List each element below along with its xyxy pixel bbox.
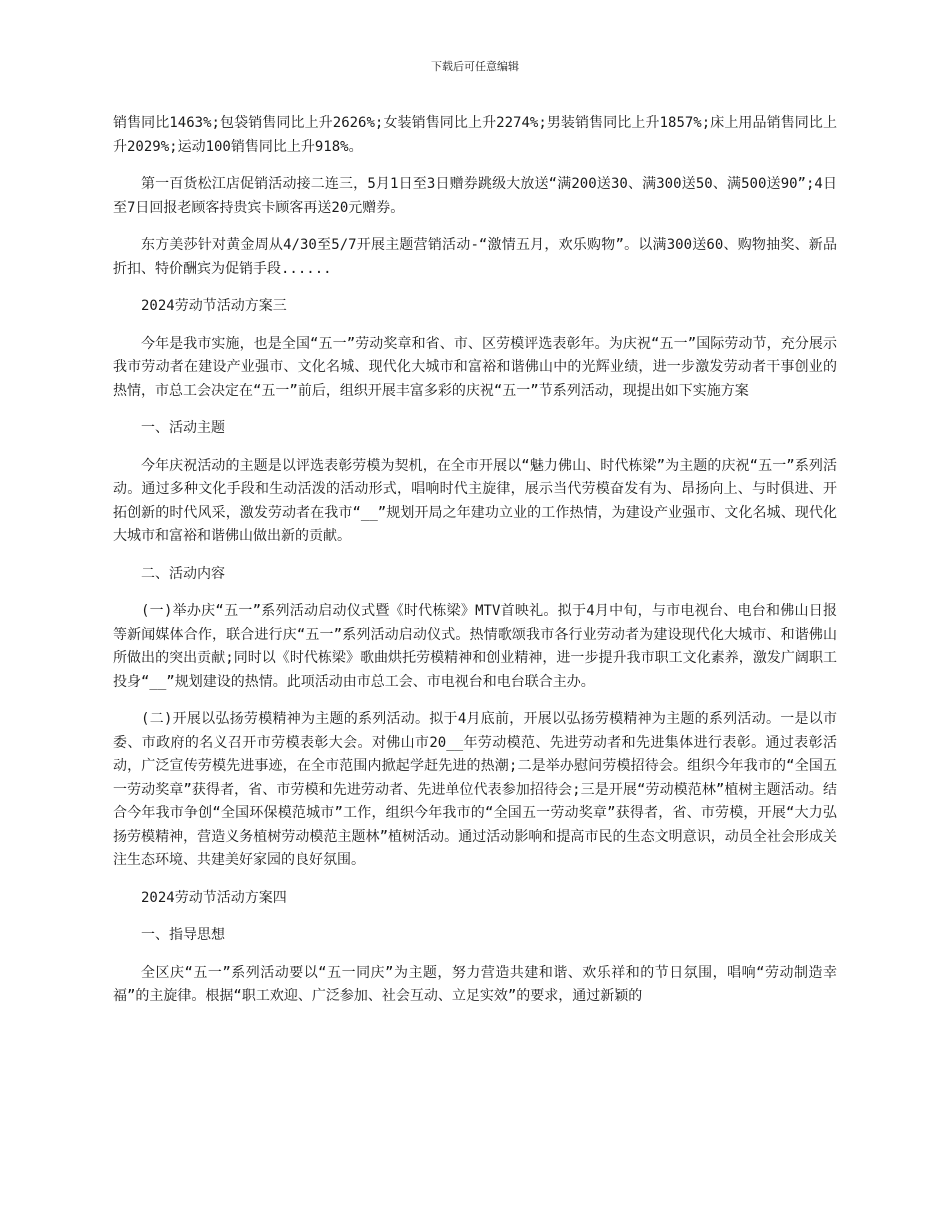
page-header: 下载后可任意编辑 <box>431 60 519 73</box>
paragraph-plan-three-intro: 今年是我市实施，也是全国“五一”劳动奖章和省、市、区劳模评选表彰年。为庆祝“五一”国际劳动节，充分展示我市劳动者在建设产业强市、文化名城、现代化大城市和富裕和谐佛山中的光辉业绩，进一步激发劳动者干事创业的热情，市总工会决定在“五一”前后，组织开展丰富多彩的庆祝“五一”节系列活动，现提出如下实施方案 <box>113 335 837 399</box>
paragraph-activity-one: (一)举办庆“五一”系列活动启动仪式暨《时代栋梁》MTV首映礼。拟于4月中旬，与市电视台、电台和佛山日报等新闻媒体合作，联合进行庆“五一”系列活动启动仪式。热情歌颂我市各行业劳动者为建设现代化大城市、和谐佛山所做出的突出贡献;同时以《时代栋梁》歌曲烘托劳模精神和创业精神，进一步提升我市职工文化素养，激发广阔职工投身“__”规划建设的热情。此项活动由市总工会、市电视台和电台联合主办。 <box>113 603 837 690</box>
paragraph-activity-theme: 今年庆祝活动的主题是以评选表彰劳模为契机，在全市开展以“魅力佛山、时代栋梁”为主题的庆祝“五一”系列活动。通过多种文化手段和生动活泼的活动形式，唱响时代主旋律，展示当代劳模奋发有为、昂扬向上、与时俱进、开拓创新的时代风采，激发劳动者在我市“__”规划开局之年建功立业的工作热情，为建设产业强市、文化名城、现代化大城市和富裕和谐佛山做出新的贡献。 <box>113 457 837 544</box>
subheading-activity-content: 二、活动内容 <box>141 565 225 582</box>
section-heading-plan-three: 2024劳动节活动方案三 <box>141 298 287 314</box>
section-heading-plan-four: 2024劳动节活动方案四 <box>141 889 287 906</box>
paragraph-sales-stats: 销售同比1463%;包袋销售同比上升2626%;女装销售同比上升2274%;男装销售同比上升1857%;床上用品销售同比上升2029%;运动100销售同比上升918%。 <box>113 115 837 155</box>
paragraph-guiding-ideology: 全区庆“五一”系列活动要以“五一同庆”为主题，努力营造共建和谐、欢乐祥和的节日氛围，唱响“劳动制造幸福”的主旋律。根据“职工欢迎、广泛参加、社会互动、立足实效”的要求，通过新颖的 <box>113 964 837 1004</box>
paragraph-activity-two: (二)开展以弘扬劳模精神为主题的系列活动。拟于4月底前，开展以弘扬劳模精神为主题的系列活动。一是以市委、市政府的名义召开市劳模表彰大会。对佛山市20__年劳动模范、先进劳动者和先进集体进行表彰。通过表彰活动，广泛宣传劳模先进事迹，在全市范围内掀起学赶先进的热潮;二是举办慰问劳模招待会。组织今年我市的“全国五一劳动奖章”获得者，省、市劳模和先进劳动者、先进单位代表参加招待会;三是开展“劳动模范林”植树主题活动。结合今年我市争创“全国环保模范城市”工作，组织今年我市的“全国五一劳动奖章”获得者，省、市劳模，开展“大力弘扬劳模精神，营造义务植树劳动模范主题林”植树活动。通过活动影响和提高市民的生态文明意识，动员全社会形成关注生态环境、共建美好家园的良好氛围。 <box>113 711 837 868</box>
subheading-guiding-ideology: 一、指导思想 <box>141 927 225 943</box>
paragraph-songjiang-promo: 第一百货松江店促销活动接二连三，5月1日至3日赠券跳级大放送“满200送30、满300送50、满500送90”;4日至7日回报老顾客持贵宾卡顾客再送20元赠券。 <box>113 176 837 216</box>
subheading-activity-theme: 一、活动主题 <box>141 420 225 436</box>
paragraph-dongfang-promo: 东方美莎针对黄金周从4/30至5/7开展主题营销活动-“激情五月，欢乐购物”。以满300送60、购物抽奖、新品折扣、特价酬宾为促销手段...... <box>113 237 837 277</box>
document-body <box>113 112 837 1023</box>
